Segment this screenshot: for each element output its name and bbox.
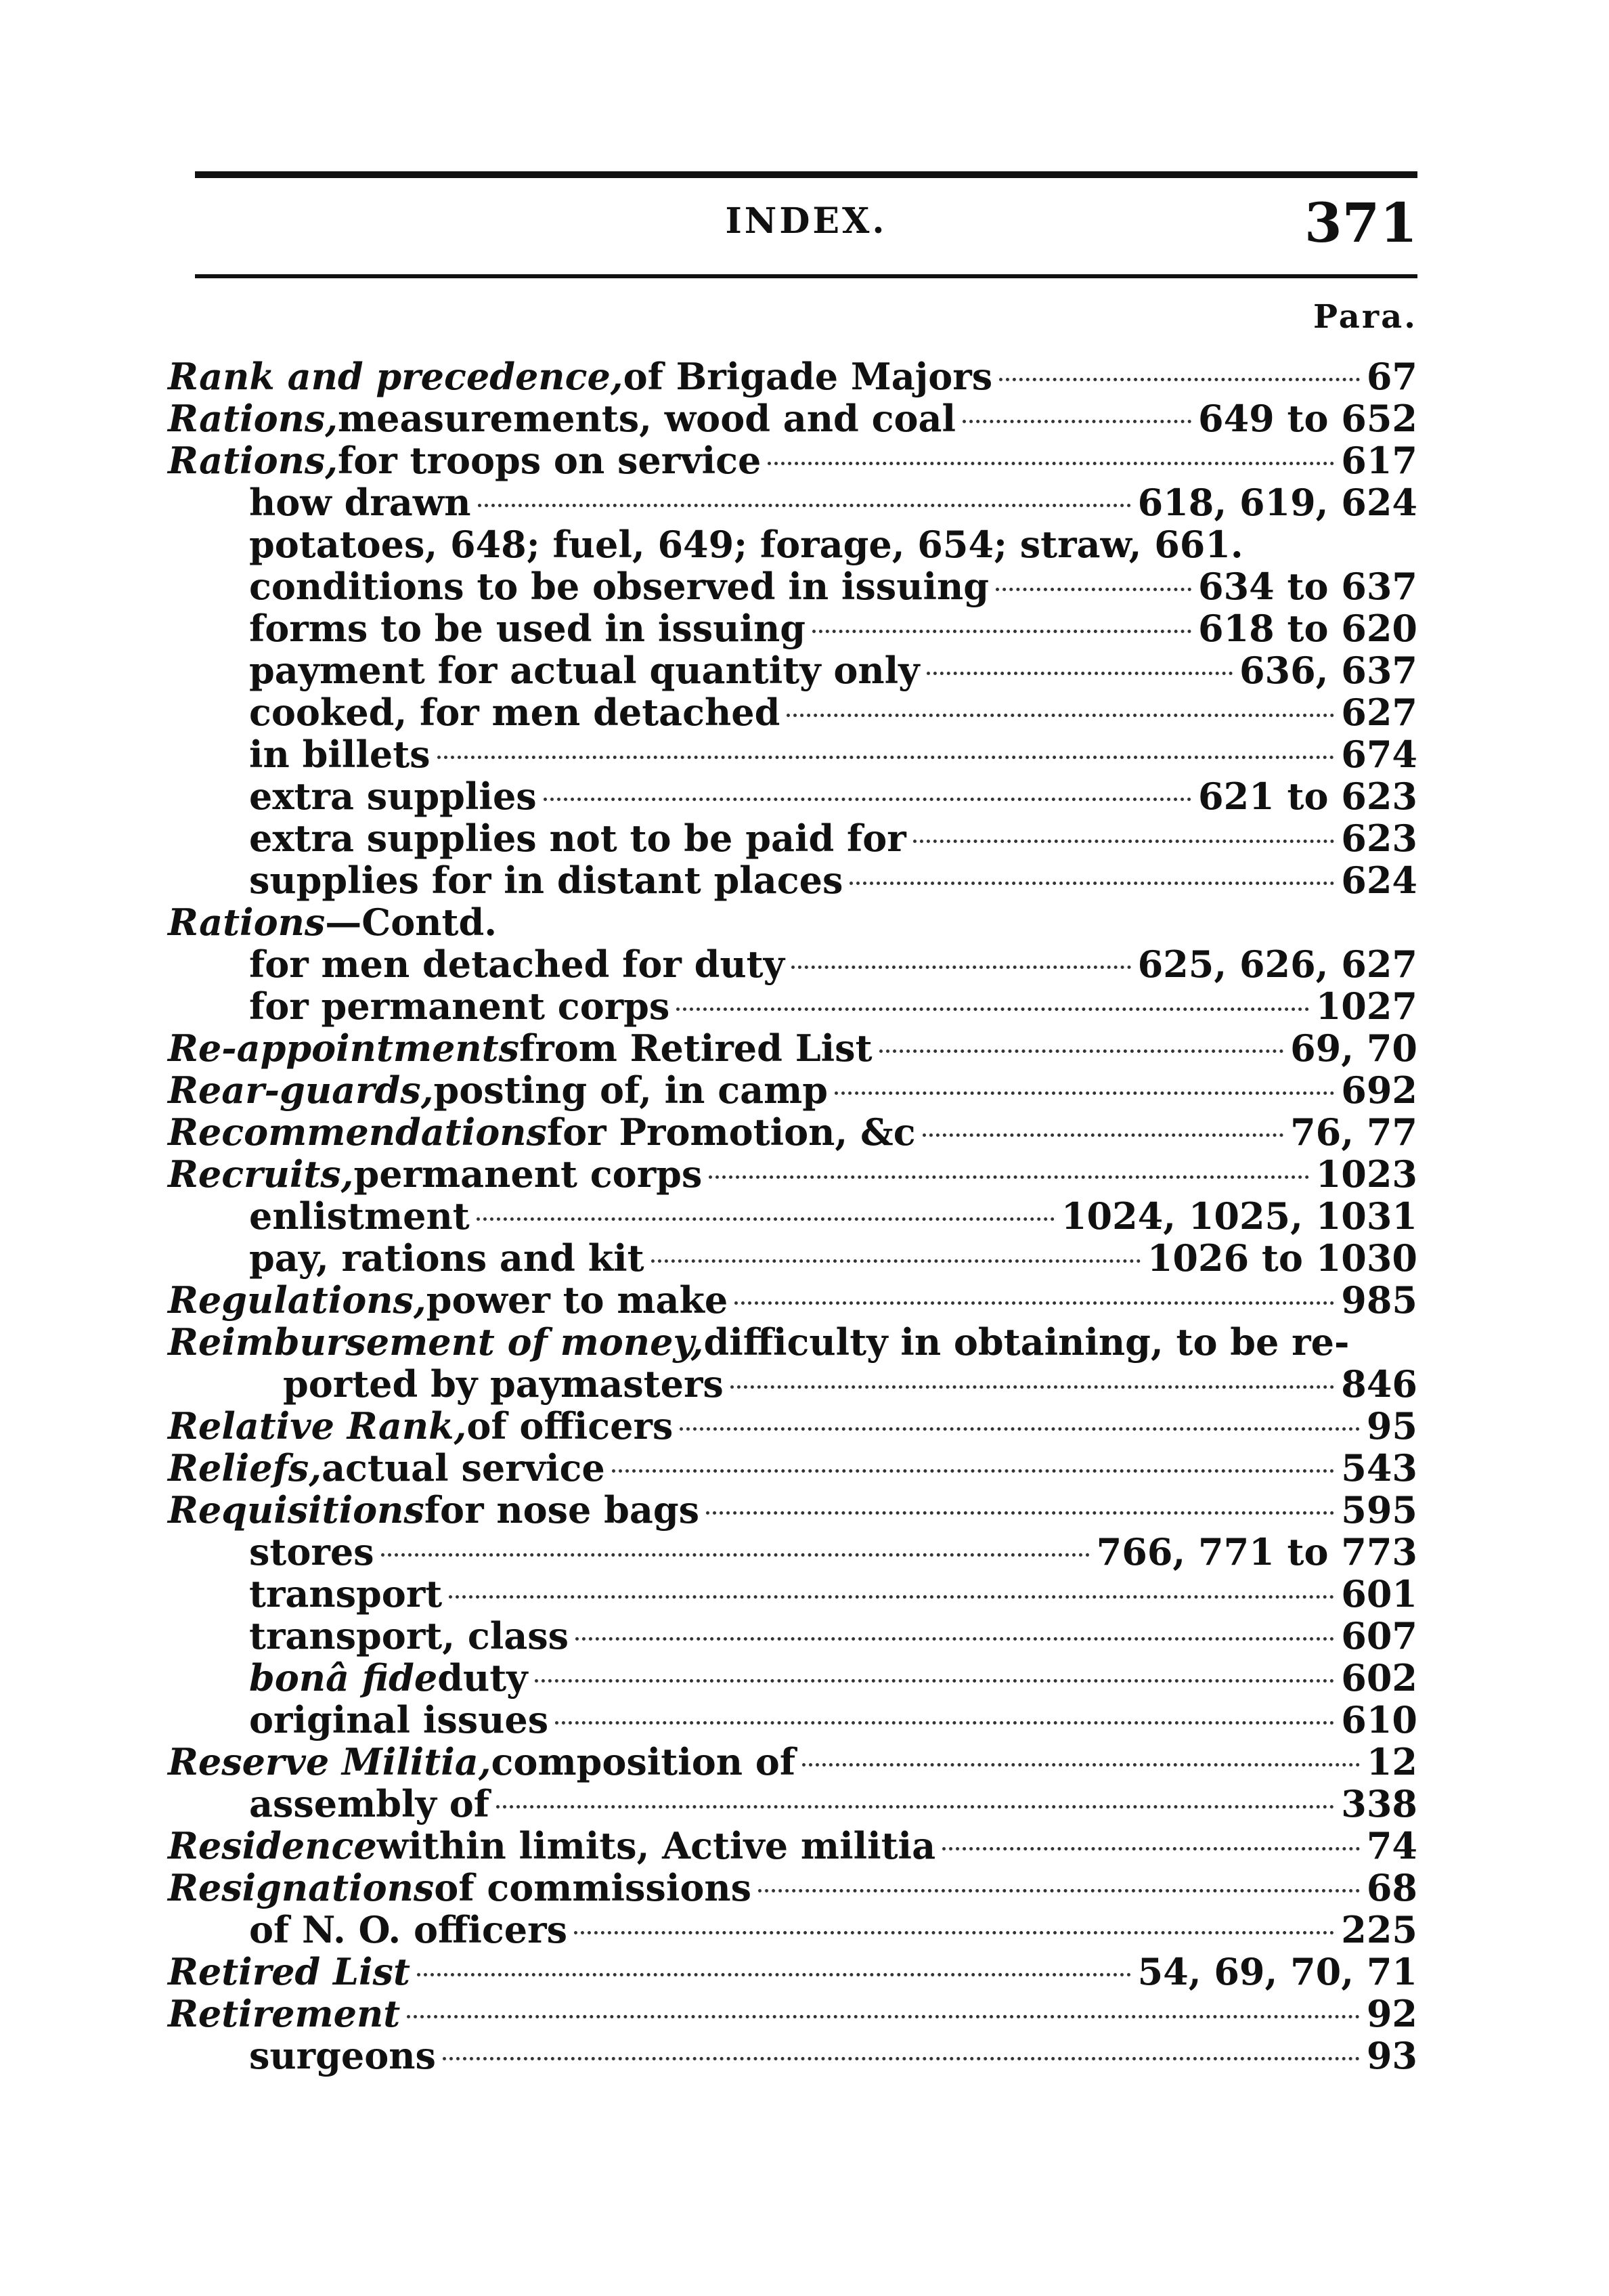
dot-leader (879, 1049, 1284, 1053)
index-text: in billets (249, 733, 431, 776)
index-entry (168, 1195, 1417, 1237)
index-text: duty (437, 1656, 528, 1699)
dot-leader (544, 798, 1191, 801)
index-entry (168, 1321, 1417, 1363)
index-entry (168, 523, 1417, 565)
paragraph-reference: 1024, 1025, 1031 (1061, 1194, 1417, 1238)
dot-leader (443, 2057, 1360, 2060)
index-entry (168, 1153, 1417, 1195)
dot-leader (802, 1763, 1360, 1767)
index-term: Resignations (168, 1866, 435, 1909)
index-entry (168, 607, 1417, 649)
index-text: supplies for in distant places (249, 859, 843, 902)
index-text: of commissions (434, 1866, 752, 1909)
index-text: permanent corps (353, 1152, 703, 1196)
index-text: extra supplies (249, 775, 537, 818)
paragraph-reference: 338 (1341, 1782, 1417, 1825)
index-entry (168, 1825, 1417, 1867)
index-entry (168, 1027, 1417, 1069)
paragraph-reference: 69, 70 (1290, 1026, 1417, 1070)
index-entry (168, 1783, 1417, 1825)
index-entry (168, 1657, 1417, 1699)
index-term: Relative Rank, (168, 1404, 467, 1448)
dot-leader (680, 1427, 1360, 1431)
index-term: Reimbursement of money, (168, 1320, 704, 1364)
paragraph-reference: 649 to 652 (1198, 397, 1417, 440)
index-entry (168, 1909, 1417, 1951)
dot-leader (449, 1595, 1334, 1599)
dot-leader (927, 672, 1233, 675)
paragraph-reference: 93 (1366, 2034, 1417, 2077)
paragraph-reference: 607 (1341, 1614, 1417, 1658)
index-entry (168, 775, 1417, 817)
index-text: measurements, wood and coal (338, 397, 956, 440)
header-rule (195, 274, 1417, 278)
index-entry (168, 1531, 1417, 1573)
index-term: Rear-guards, (168, 1068, 434, 1112)
paragraph-reference: 985 (1341, 1278, 1417, 1322)
index-text: power to make (426, 1278, 728, 1322)
index-text: conditions to be observed in issuing (249, 565, 989, 608)
index-text: forms to be used in issuing (249, 607, 806, 650)
index-text: of Brigade Majors (623, 355, 993, 398)
dot-leader (496, 1805, 1334, 1808)
index-term: Rank and precedence, (168, 355, 623, 398)
index-text: actual service (322, 1446, 605, 1490)
index-text: for men detached for duty (249, 943, 785, 986)
dot-leader (923, 1133, 1283, 1137)
paragraph-reference: 1023 (1315, 1152, 1417, 1196)
paragraph-reference: 602 (1341, 1656, 1417, 1699)
index-entry (168, 817, 1417, 859)
index-text: from Retired List (519, 1026, 873, 1070)
index-entry (168, 943, 1417, 985)
dot-leader (478, 504, 1131, 507)
paragraph-reference: 625, 626, 627 (1137, 943, 1417, 986)
index-term: Requisitions (168, 1488, 424, 1532)
paragraph-reference: 225 (1341, 1908, 1417, 1951)
index-entry (168, 1699, 1417, 1741)
index-text: transport, class (249, 1614, 569, 1658)
index-text: enlistment (249, 1194, 470, 1238)
dot-leader (437, 756, 1335, 759)
index-text: of N. O. officers (249, 1908, 567, 1951)
index-entry (168, 985, 1417, 1027)
index-term: Reliefs, (168, 1446, 322, 1490)
index-entry (168, 1867, 1417, 1909)
index-text: potatoes, 648; fuel, 649; forage, 654; straw, 661. (249, 523, 1243, 566)
index-text: transport (249, 1572, 443, 1616)
index-term: Reserve Militia, (168, 1740, 491, 1783)
dot-leader (555, 1721, 1334, 1725)
paragraph-reference: 621 to 623 (1198, 775, 1417, 818)
paragraph-reference: 92 (1366, 1992, 1417, 2035)
paragraph-reference: 623 (1341, 817, 1417, 860)
dot-leader (913, 840, 1335, 843)
index-entry (168, 1489, 1417, 1531)
dot-leader (963, 420, 1191, 423)
dot-leader (730, 1385, 1334, 1389)
dot-leader (477, 1217, 1055, 1221)
paragraph-reference: 634 to 637 (1198, 565, 1417, 608)
dot-leader (996, 588, 1191, 591)
index-text: ported by paymasters (283, 1362, 724, 1406)
index-entry (168, 2035, 1417, 2077)
page-header (195, 181, 1417, 269)
paragraph-reference: 610 (1341, 1698, 1417, 1741)
index-entry (168, 1573, 1417, 1615)
paragraph-reference: 76, 77 (1290, 1110, 1417, 1154)
dot-leader (812, 630, 1191, 633)
index-text: original issues (249, 1698, 549, 1741)
index-term: Retired List (168, 1950, 410, 1993)
index-entry (168, 649, 1417, 691)
index-text: for nose bags (424, 1488, 700, 1532)
index-text: for Promotion, &c (546, 1110, 916, 1154)
dot-leader (734, 1301, 1334, 1305)
index-text: of officers (466, 1404, 674, 1448)
paragraph-reference: 766, 771 to 773 (1096, 1530, 1417, 1574)
dot-leader (709, 1175, 1308, 1179)
dot-leader (706, 1511, 1334, 1515)
paragraph-reference: 636, 637 (1239, 649, 1417, 692)
paragraph-reference: 618, 619, 624 (1137, 481, 1417, 524)
dot-leader (999, 378, 1360, 381)
index-text: payment for actual quantity only (249, 649, 920, 692)
index-entry (168, 1993, 1417, 2035)
index-text: how drawn (249, 481, 471, 524)
paragraph-reference: 595 (1341, 1488, 1417, 1532)
paragraph-reference: 618 to 620 (1198, 607, 1417, 650)
index-text: composition of (491, 1740, 796, 1783)
index-entries (168, 355, 1417, 2077)
dot-leader (758, 1889, 1360, 1892)
paragraph-reference: 54, 69, 70, 71 (1137, 1950, 1417, 1993)
index-term: Re-appointments (168, 1026, 519, 1070)
index-entry (168, 1741, 1417, 1783)
index-entry (168, 733, 1417, 775)
index-text: pay, rations and kit (249, 1236, 644, 1280)
index-text: stores (249, 1530, 374, 1574)
index-text: for troops on service (338, 439, 762, 482)
dot-leader (651, 1259, 1141, 1263)
paragraph-reference: 692 (1341, 1068, 1417, 1112)
dot-leader (574, 1931, 1334, 1934)
index-text: extra supplies not to be paid for (249, 817, 906, 860)
dot-leader (787, 714, 1334, 717)
paragraph-reference: 67 (1366, 355, 1417, 398)
index-text: for permanent corps (249, 984, 670, 1028)
index-entry (168, 1069, 1417, 1111)
index-text: —Contd. (325, 901, 498, 944)
index-term: Recruits, (168, 1152, 354, 1196)
dot-leader (850, 882, 1334, 885)
dot-leader (417, 1973, 1131, 1976)
dot-leader (407, 2015, 1360, 2018)
index-entry (168, 1111, 1417, 1153)
paragraph-reference: 1026 to 1030 (1147, 1236, 1417, 1280)
index-entry (168, 1405, 1417, 1447)
index-entry (168, 691, 1417, 733)
running-title: INDEX. (725, 200, 887, 242)
index-text: cooked, for men detached (249, 691, 780, 734)
dot-leader (768, 462, 1334, 465)
index-entry (168, 1237, 1417, 1279)
index-entry (168, 1279, 1417, 1321)
dot-leader (835, 1091, 1334, 1095)
paragraph-reference: 617 (1341, 439, 1417, 482)
dot-leader (381, 1553, 1090, 1557)
index-entry (168, 397, 1417, 439)
index-entry (168, 1447, 1417, 1489)
index-text: assembly of (249, 1782, 489, 1825)
dot-leader (942, 1847, 1360, 1850)
index-entry (168, 859, 1417, 901)
index-entry (168, 565, 1417, 607)
paragraph-reference: 1027 (1315, 984, 1417, 1028)
index-text: within limits, Active militia (376, 1824, 936, 1867)
index-entry (168, 1363, 1417, 1405)
index-text: difficulty in obtaining, to be re- (703, 1320, 1350, 1364)
index-term: Residence (168, 1824, 377, 1867)
index-term: Recommendations (168, 1110, 547, 1154)
index-term: Rations (168, 901, 326, 944)
paragraph-reference: 74 (1366, 1824, 1417, 1867)
index-text: posting of, in camp (433, 1068, 828, 1112)
index-term: Rations, (168, 439, 338, 482)
paragraph-reference: 846 (1341, 1362, 1417, 1406)
dot-leader (535, 1679, 1335, 1683)
index-text: surgeons (249, 2034, 436, 2077)
paragraph-reference: 601 (1341, 1572, 1417, 1616)
paragraph-reference: 627 (1341, 691, 1417, 734)
paragraph-reference: 12 (1366, 1740, 1417, 1783)
page-number: 371 (1304, 191, 1417, 255)
index-term: Rations, (168, 397, 338, 440)
index-entry (168, 481, 1417, 523)
index-term: bonâ fide (249, 1656, 438, 1699)
paragraph-reference: 543 (1341, 1446, 1417, 1490)
dot-leader (575, 1637, 1334, 1641)
index-term: Retirement (168, 1992, 401, 2035)
paragraph-reference: 674 (1341, 733, 1417, 776)
index-term: Regulations, (168, 1278, 426, 1322)
index-entry (168, 1951, 1417, 1993)
index-entry (168, 1615, 1417, 1657)
column-label: Para. (1313, 298, 1417, 336)
paragraph-reference: 68 (1366, 1866, 1417, 1909)
paragraph-reference: 95 (1366, 1404, 1417, 1448)
paragraph-reference: 624 (1341, 859, 1417, 902)
top-rule (195, 171, 1417, 178)
index-entry (168, 439, 1417, 481)
dot-leader (676, 1008, 1308, 1011)
dot-leader (791, 966, 1131, 969)
dot-leader (612, 1469, 1334, 1473)
index-entry (168, 355, 1417, 397)
index-entry (168, 901, 1417, 943)
